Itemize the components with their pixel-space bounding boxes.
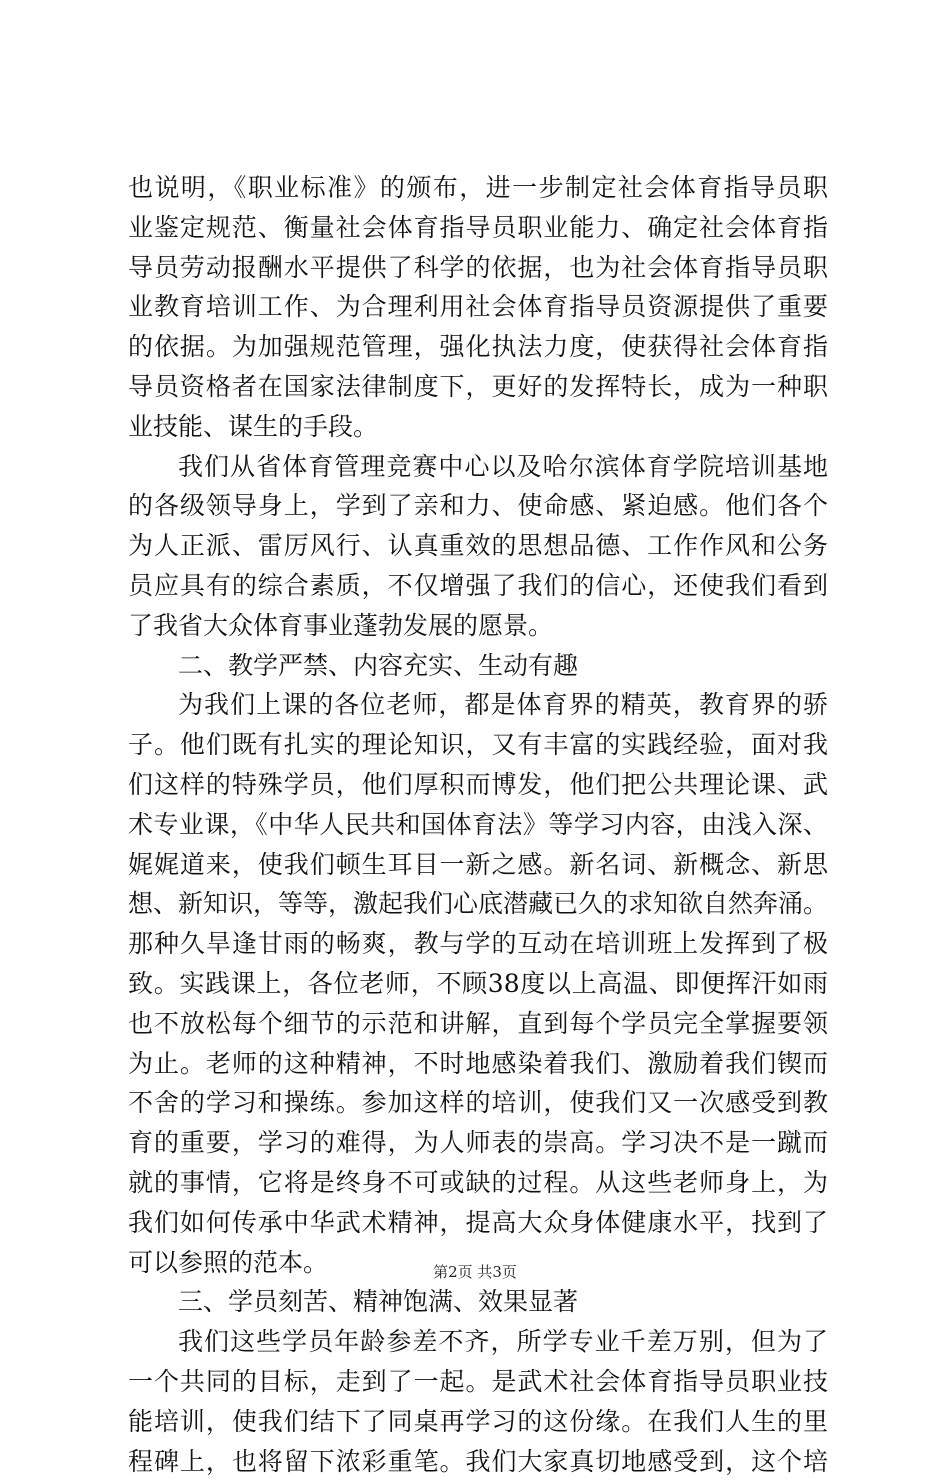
text-line: 子。他们既有扎实的理论知识，又有丰富的实践经验，面对我 <box>128 725 828 765</box>
text-line: 员应具有的综合素质，不仅增强了我们的信心，还使我们看到 <box>128 566 828 606</box>
text-line: 那种久旱逢甘雨的畅爽，教与学的互动在培训班上发挥到了极 <box>128 924 828 964</box>
text-line: 可以参照的范本。 <box>128 1243 828 1283</box>
text-line: 想、新知识，等等，激起我们心底潜藏已久的求知欲自然奔涌。 <box>128 884 828 924</box>
text-line: 为止。老师的这种精神，不时地感染着我们、激励着我们锲而 <box>128 1044 828 1084</box>
text-line: 就的事情，它将是终身不可或缺的过程。从这些老师身上，为 <box>128 1163 828 1203</box>
text-line: 我们如何传承中华武术精神，提高大众身体健康水平，找到了 <box>128 1203 828 1243</box>
text-line: 程碑上，也将留下浓彩重笔。我们大家真切地感受到，这个培 <box>128 1442 828 1481</box>
text-line: 三、学员刻苦、精神饱满、效果显著 <box>128 1282 828 1322</box>
text-line: 的各级领导身上，学到了亲和力、使命感、紧迫感。他们各个 <box>128 486 828 526</box>
text-line: 育的重要，学习的难得，为人师表的崇高。学习决不是一蹴而 <box>128 1123 828 1163</box>
text-line: 导员资格者在国家法律制度下，更好的发挥特长，成为一种职 <box>128 367 828 407</box>
text-line: 为人正派、雷厉风行、认真重效的思想品德、工作作风和公务 <box>128 526 828 566</box>
text-line: 我们从省体育管理竞赛中心以及哈尔滨体育学院培训基地 <box>128 447 828 487</box>
text-line: 也说明，《职业标准》的颁布，进一步制定社会体育指导员职 <box>128 168 828 208</box>
text-line: 不舍的学习和操练。参加这样的培训，使我们又一次感受到教 <box>128 1083 828 1123</box>
text-line: 能培训，使我们结下了同桌再学习的这份缘。在我们人生的里 <box>128 1402 828 1442</box>
text-line: 一个共同的目标，走到了一起。是武术社会体育指导员职业技 <box>128 1362 828 1402</box>
text-line: 娓娓道来，使我们顿生耳目一新之感。新名词、新概念、新思 <box>128 845 828 885</box>
text-line: 二、教学严禁、内容充实、生动有趣 <box>128 646 828 686</box>
text-line: 了我省大众体育事业蓬勃发展的愿景。 <box>128 606 828 646</box>
text-line: 业鉴定规范、衡量社会体育指导员职业能力、确定社会体育指 <box>128 208 828 248</box>
text-line: 也不放松每个细节的示范和讲解，直到每个学员完全掌握要领 <box>128 1004 828 1044</box>
text-line: 业技能、谋生的手段。 <box>128 407 828 447</box>
text-line: 我们这些学员年龄参差不齐，所学专业千差万别，但为了 <box>128 1322 828 1362</box>
text-line: 业教育培训工作、为合理利用社会体育指导员资源提供了重要 <box>128 287 828 327</box>
text-line: 术专业课，《中华人民共和国体育法》等学习内容，由浅入深、 <box>128 805 828 845</box>
document-body <box>128 168 828 1481</box>
page-footer: 第2页 共3页 <box>0 1262 950 1282</box>
text-line: 的依据。为加强规范管理，强化执法力度，使获得社会体育指 <box>128 327 828 367</box>
text-line: 导员劳动报酬水平提供了科学的依据，也为社会体育指导员职 <box>128 248 828 288</box>
text-line: 们这样的特殊学员，他们厚积而博发，他们把公共理论课、武 <box>128 765 828 805</box>
text-line: 致。实践课上，各位老师，不顾38度以上高温、即便挥汗如雨 <box>128 964 828 1004</box>
text-line: 为我们上课的各位老师，都是体育界的精英，教育界的骄 <box>128 685 828 725</box>
